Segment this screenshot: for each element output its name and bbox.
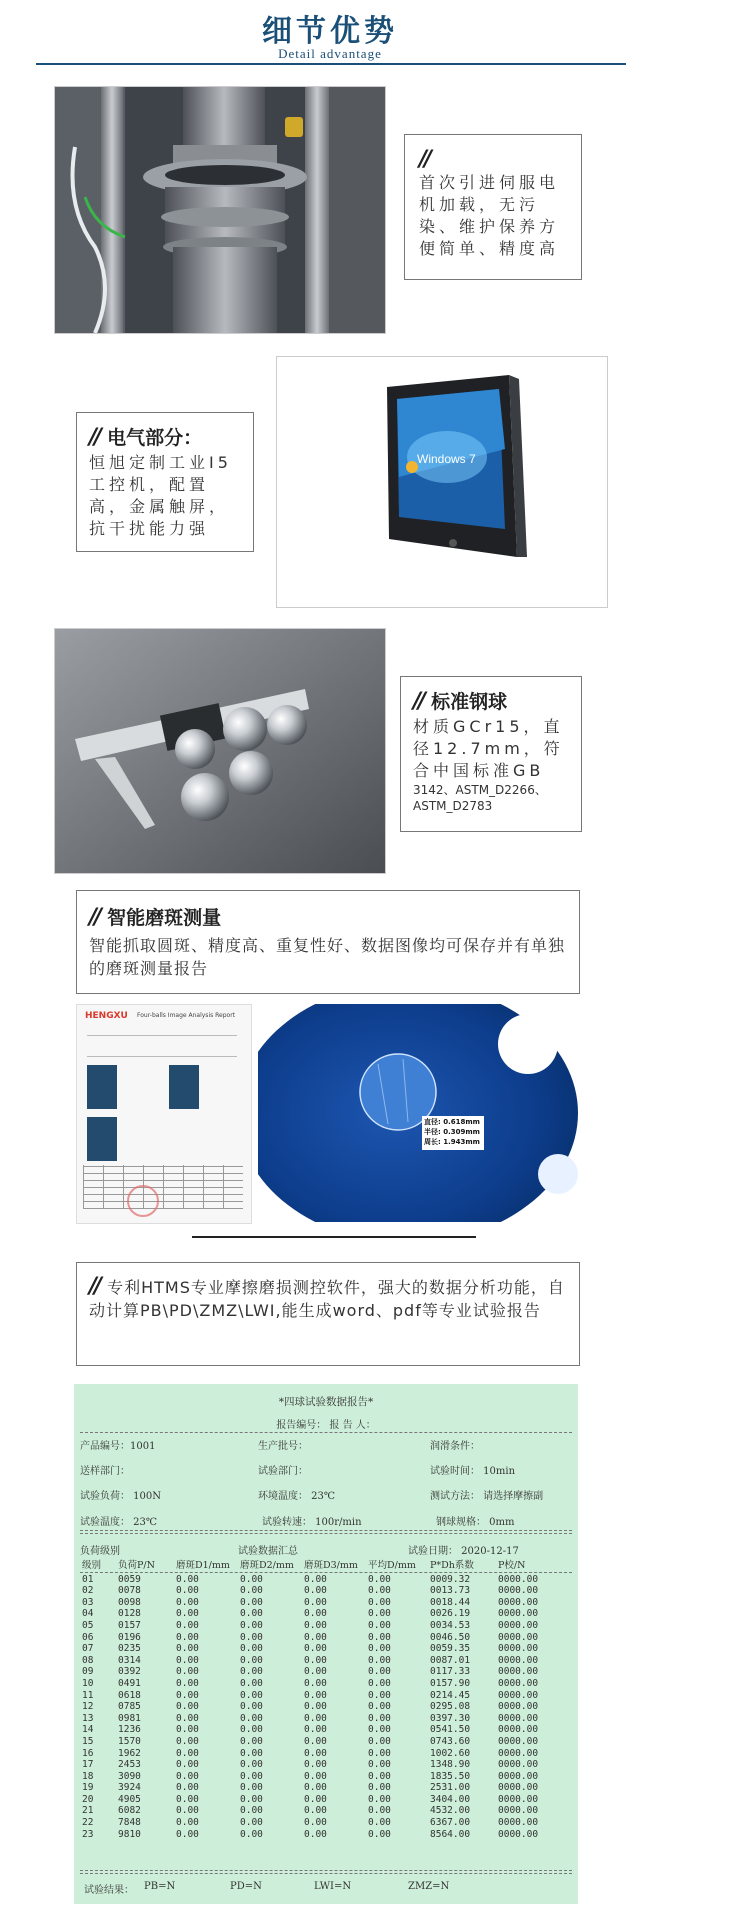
table-cell: 0.00: [176, 1805, 199, 1817]
table-row: [82, 1736, 572, 1748]
table-cell: 0.00: [240, 1643, 263, 1655]
table-cell: 0000.00: [498, 1596, 539, 1608]
table-cell: 0.00: [176, 1817, 199, 1829]
column-header: 负荷P/N: [118, 1560, 155, 1571]
table-cell: 0098: [118, 1596, 141, 1608]
column-header: P*Dh系数: [430, 1560, 474, 1571]
table-cell: 0026.19: [430, 1608, 471, 1620]
table-cell: 0000.00: [498, 1793, 539, 1805]
table-cell: 0.00: [368, 1724, 391, 1736]
table-cell: 0743.60: [430, 1735, 471, 1747]
table-cell: 0.00: [240, 1689, 263, 1701]
wear-scar-microscope-image: [258, 1004, 582, 1222]
table-cell: 0295.08: [430, 1701, 471, 1713]
report-rule: [80, 1873, 572, 1874]
feature-servo-box: [404, 134, 582, 280]
table-cell: 0000.00: [498, 1759, 539, 1771]
table-cell: 11: [82, 1689, 94, 1701]
table-cell: 09: [82, 1666, 94, 1678]
table-cell: 05: [82, 1619, 94, 1631]
table-row: [82, 1655, 572, 1667]
feature-steel-ball-text: 材质GCr15，直径12.7mm，符合中国标准GB: [413, 717, 564, 780]
table-cell: 0.00: [240, 1701, 263, 1713]
field-test-time: 试验时间： 10min: [430, 1466, 516, 1477]
table-cell: 0.00: [176, 1631, 199, 1643]
table-cell: 0.00: [176, 1573, 199, 1585]
table-cell: 15: [82, 1735, 94, 1747]
table-cell: 12: [82, 1701, 94, 1713]
table-cell: 0214.45: [430, 1689, 471, 1701]
table-cell: 0.00: [304, 1759, 327, 1771]
quote-mark-icon: //: [89, 1274, 100, 1299]
table-cell: 0000.00: [498, 1654, 539, 1666]
table-cell: 0.00: [304, 1689, 327, 1701]
table-cell: 0000.00: [498, 1817, 539, 1829]
table-cell: 1570: [118, 1735, 141, 1747]
table-cell: 0.00: [304, 1654, 327, 1666]
table-row: [82, 1805, 572, 1817]
table-cell: 0.00: [176, 1608, 199, 1620]
table-cell: 0.00: [304, 1817, 327, 1829]
table-cell: 0.00: [240, 1573, 263, 1585]
screen-logo-text: Windows 7: [417, 452, 476, 466]
table-cell: 0.00: [304, 1724, 327, 1736]
field-product-no: 产品编号：1001: [80, 1441, 156, 1452]
field-test-load: 试验负荷： 100N: [80, 1491, 162, 1502]
report-header-lines: [87, 1035, 237, 1057]
table-row: [82, 1771, 572, 1783]
table-cell: 0.00: [304, 1701, 327, 1713]
table-cell: 14: [82, 1724, 94, 1736]
table-cell: 0.00: [368, 1793, 391, 1805]
field-speed: 试验转速： 100r/min: [262, 1517, 362, 1528]
field-test-temp: 试验温度： 23℃: [80, 1517, 158, 1528]
table-cell: 0.00: [240, 1735, 263, 1747]
table-cell: 6367.00: [430, 1817, 471, 1829]
feature-software-description: 专利HTMS专业摩擦磨损测控软件，强大的数据分析功能，自动计算PB\PD\ZMZ\LWI,能生成word、pdf等专业试验报告: [89, 1278, 565, 1320]
table-cell: 8564.00: [430, 1828, 471, 1840]
table-cell: 0.00: [240, 1654, 263, 1666]
table-cell: 7848: [118, 1817, 141, 1829]
table-row: [82, 1817, 572, 1829]
table-cell: 0087.01: [430, 1654, 471, 1666]
table-cell: 20: [82, 1793, 94, 1805]
table-row: [82, 1690, 572, 1702]
table-row: [82, 1794, 572, 1806]
table-cell: 0397.30: [430, 1712, 471, 1724]
column-header: P校/N: [498, 1560, 526, 1571]
table-cell: 0000.00: [498, 1805, 539, 1817]
feature-wear-scar-heading: 智能磨斑测量: [107, 907, 222, 929]
table-cell: 0.00: [176, 1666, 199, 1678]
quote-mark-icon: //: [89, 905, 100, 930]
table-cell: 0.00: [240, 1782, 263, 1794]
table-cell: 0157.90: [430, 1677, 471, 1689]
field-lube-cond: 润滑条件：: [430, 1441, 480, 1452]
table-cell: 0000.00: [498, 1573, 539, 1585]
table-cell: 0000.00: [498, 1585, 539, 1597]
feature-servo-text: 首次引进伺服电机加载，无污染、维护保养方便简单、精度高: [419, 173, 560, 258]
table-cell: 0.00: [368, 1689, 391, 1701]
table-cell: 19: [82, 1782, 94, 1794]
column-header: 磨斑D1/mm: [176, 1560, 230, 1571]
table-row: [82, 1829, 572, 1841]
report-heading: Four-balls Image Analysis Report: [137, 1012, 236, 1019]
table-cell: 0.00: [240, 1805, 263, 1817]
table-cell: 0.00: [304, 1747, 327, 1759]
feature-steel-ball-heading: 标准钢球: [431, 691, 508, 713]
table-cell: 0.00: [304, 1631, 327, 1643]
table-cell: 0009.32: [430, 1573, 471, 1585]
table-cell: 0.00: [304, 1585, 327, 1597]
table-row: [82, 1574, 572, 1586]
table-cell: 0034.53: [430, 1619, 471, 1631]
result-pb: PB=N: [144, 1881, 176, 1892]
table-cell: 0.00: [304, 1608, 327, 1620]
steel-balls-photo: [54, 628, 386, 874]
table-cell: 0314: [118, 1654, 141, 1666]
scar-diameter-label: 直径: 0.618mm: [424, 1118, 480, 1126]
table-cell: 0.00: [176, 1793, 199, 1805]
report-rule: [80, 1572, 572, 1573]
table-cell: 0.00: [176, 1747, 199, 1759]
table-cell: 0.00: [368, 1817, 391, 1829]
feature-software-box: [76, 1262, 580, 1366]
table-cell: 0000.00: [498, 1643, 539, 1655]
industrial-pc-photo: [276, 356, 608, 608]
table-cell: 0.00: [304, 1828, 327, 1840]
field-test-dept: 试验部门：: [258, 1466, 308, 1477]
table-cell: 0000.00: [498, 1689, 539, 1701]
table-cell: 0.00: [240, 1585, 263, 1597]
table-cell: 0235: [118, 1643, 141, 1655]
table-cell: 0013.73: [430, 1585, 471, 1597]
table-cell: 0000.00: [498, 1701, 539, 1713]
table-cell: 0981: [118, 1712, 141, 1724]
scar-thumb-1: [87, 1065, 117, 1109]
report-data-grid: [83, 1165, 243, 1209]
table-cell: 0.00: [368, 1770, 391, 1782]
table-cell: 0.00: [240, 1770, 263, 1782]
table-cell: 0.00: [304, 1770, 327, 1782]
four-ball-test-report: [74, 1384, 578, 1904]
table-cell: 08: [82, 1654, 94, 1666]
table-cell: 0541.50: [430, 1724, 471, 1736]
table-cell: 04: [82, 1608, 94, 1620]
table-cell: 0.00: [176, 1828, 199, 1840]
table-cell: 22: [82, 1817, 94, 1829]
table-header-row: [82, 1560, 572, 1572]
table-cell: 0.00: [176, 1689, 199, 1701]
table-cell: 1002.60: [430, 1747, 471, 1759]
table-cell: 06: [82, 1631, 94, 1643]
table-row: [82, 1632, 572, 1644]
field-env-temp: 环境温度： 23℃: [258, 1491, 336, 1502]
result-label: 试验结果：: [84, 1885, 134, 1896]
table-cell: 1348.90: [430, 1759, 471, 1771]
table-cell: 0000.00: [498, 1619, 539, 1631]
table-row: [82, 1782, 572, 1794]
table-cell: 0.00: [176, 1585, 199, 1597]
table-cell: 0.00: [240, 1759, 263, 1771]
table-cell: 0.00: [240, 1631, 263, 1643]
table-cell: 0.00: [304, 1643, 327, 1655]
table-cell: 0618: [118, 1689, 141, 1701]
table-cell: 0.00: [176, 1701, 199, 1713]
table-cell: 0.00: [240, 1793, 263, 1805]
table-cell: 0.00: [304, 1666, 327, 1678]
column-header: 级别: [82, 1560, 102, 1571]
result-lwi: LWI=N: [314, 1881, 352, 1892]
table-cell: 1835.50: [430, 1770, 471, 1782]
section-title: 细节优势: [262, 14, 398, 49]
quote-mark-icon: //: [419, 147, 430, 172]
table-cell: 18: [82, 1770, 94, 1782]
table-row: [82, 1713, 572, 1725]
table-body: [82, 1574, 572, 1841]
table-cell: 3404.00: [430, 1793, 471, 1805]
table-cell: 0196: [118, 1631, 141, 1643]
table-cell: 0000.00: [498, 1666, 539, 1678]
feature-wear-scar-text: 智能抓取圆斑、精度高、重复性好、数据图像均可保存并有单独的磨斑测量报告: [89, 936, 566, 978]
quote-mark-icon: //: [413, 689, 424, 714]
report-meta-line: 报告编号： 报 告 人：: [276, 1420, 376, 1431]
table-cell: 0000.00: [498, 1747, 539, 1759]
table-cell: 0.00: [240, 1724, 263, 1736]
table-cell: 0.00: [240, 1828, 263, 1840]
servo-machine-photo: [54, 86, 386, 334]
table-cell: 3924: [118, 1782, 141, 1794]
table-row: [82, 1724, 572, 1736]
table-cell: 0.00: [176, 1782, 199, 1794]
table-cell: 0.00: [304, 1805, 327, 1817]
report-data-table: [82, 1560, 572, 1840]
table-cell: 4905: [118, 1793, 141, 1805]
table-cell: 0392: [118, 1666, 141, 1678]
table-cell: 0.00: [368, 1701, 391, 1713]
table-cell: 3090: [118, 1770, 141, 1782]
table-cell: 0.00: [368, 1712, 391, 1724]
table-cell: 0.00: [304, 1712, 327, 1724]
table-cell: 0.00: [368, 1805, 391, 1817]
column-header: 磨斑D3/mm: [304, 1560, 358, 1571]
table-cell: 1236: [118, 1724, 141, 1736]
feature-steel-ball-standards: 3142、ASTM_D2266、ASTM_D2783: [413, 783, 547, 813]
column-header: 磨斑D2/mm: [240, 1560, 294, 1571]
report-rule: [80, 1432, 572, 1433]
table-cell: 0059.35: [430, 1643, 471, 1655]
table-cell: 0.00: [304, 1619, 327, 1631]
table-cell: 0.00: [240, 1619, 263, 1631]
feature-software-text: [89, 1275, 567, 1322]
table-cell: 0157: [118, 1619, 141, 1631]
table-cell: 0.00: [368, 1759, 391, 1771]
table-cell: 0.00: [240, 1608, 263, 1620]
table-cell: 0.00: [304, 1782, 327, 1794]
table-cell: 0.00: [368, 1631, 391, 1643]
table-cell: 23: [82, 1828, 94, 1840]
table-cell: 9810: [118, 1828, 141, 1840]
table-cell: 0117.33: [430, 1666, 471, 1678]
table-cell: 0000.00: [498, 1828, 539, 1840]
report-title: *四球试验数据报告*: [278, 1396, 374, 1408]
table-row: [82, 1608, 572, 1620]
table-cell: 6082: [118, 1805, 141, 1817]
table-cell: 0.00: [368, 1596, 391, 1608]
section-divider: [192, 1236, 476, 1238]
red-seal-stamp: [127, 1185, 159, 1217]
field-ball-spec: 钢球规格： 0mm: [436, 1517, 515, 1528]
table-cell: 0.00: [176, 1735, 199, 1747]
table-row: [82, 1620, 572, 1632]
report-rule: [80, 1870, 572, 1871]
table-cell: 0046.50: [430, 1631, 471, 1643]
table-cell: 0059: [118, 1573, 141, 1585]
table-cell: 0.00: [368, 1608, 391, 1620]
table-cell: 0.00: [304, 1596, 327, 1608]
scar-perimeter-label: 周长: 1.943mm: [424, 1138, 480, 1146]
title-underline: [36, 63, 626, 65]
table-cell: 0000.00: [498, 1724, 539, 1736]
feature-electrical-box: [76, 412, 254, 552]
table-row: [82, 1597, 572, 1609]
table-cell: 0000.00: [498, 1735, 539, 1747]
table-cell: 0.00: [368, 1747, 391, 1759]
table-cell: 0.00: [304, 1735, 327, 1747]
report-rule: [80, 1530, 572, 1531]
table-cell: 0.00: [176, 1643, 199, 1655]
table-cell: 2531.00: [430, 1782, 471, 1794]
table-row: [82, 1759, 572, 1771]
table-cell: 07: [82, 1643, 94, 1655]
table-cell: 0000.00: [498, 1712, 539, 1724]
field-load-level: 负荷级别: [80, 1546, 120, 1557]
table-cell: 0.00: [368, 1585, 391, 1597]
field-summary: 试验数据汇总: [238, 1546, 298, 1557]
quote-mark-icon: //: [89, 425, 100, 450]
table-cell: 0000.00: [498, 1608, 539, 1620]
table-cell: 0.00: [176, 1759, 199, 1771]
table-cell: 0.00: [176, 1654, 199, 1666]
table-cell: 0.00: [176, 1619, 199, 1631]
table-cell: 0.00: [368, 1654, 391, 1666]
table-cell: 0.00: [368, 1735, 391, 1747]
field-test-date: 试验日期： 2020-12-17: [408, 1546, 519, 1557]
table-row: [82, 1666, 572, 1678]
field-test-method: 测试方法： 请选择摩擦副: [430, 1491, 544, 1502]
table-cell: 0078: [118, 1585, 141, 1597]
table-cell: 17: [82, 1759, 94, 1771]
report-brand-logo: HENGXU: [85, 1011, 128, 1021]
table-row: [82, 1701, 572, 1713]
table-cell: 0785: [118, 1701, 141, 1713]
table-cell: 0000.00: [498, 1770, 539, 1782]
table-cell: 0.00: [240, 1817, 263, 1829]
table-cell: 0.00: [240, 1596, 263, 1608]
table-cell: 1962: [118, 1747, 141, 1759]
table-cell: 0.00: [176, 1677, 199, 1689]
table-row: [82, 1678, 572, 1690]
table-cell: 0.00: [176, 1596, 199, 1608]
table-cell: 0.00: [176, 1770, 199, 1782]
table-cell: 0.00: [240, 1666, 263, 1678]
table-cell: 0000.00: [498, 1782, 539, 1794]
table-cell: 16: [82, 1747, 94, 1759]
table-cell: 0.00: [176, 1712, 199, 1724]
scar-measurement-labels: [424, 1117, 480, 1147]
scar-thumb-2: [169, 1065, 199, 1109]
table-cell: 0.00: [368, 1782, 391, 1794]
table-cell: 0.00: [240, 1747, 263, 1759]
table-cell: 0.00: [240, 1677, 263, 1689]
table-cell: 02: [82, 1585, 94, 1597]
table-cell: 2453: [118, 1759, 141, 1771]
feature-wear-scar-box: [76, 890, 580, 994]
table-cell: 0.00: [368, 1828, 391, 1840]
table-cell: 0.00: [304, 1677, 327, 1689]
field-send-dept: 送样部门：: [80, 1466, 130, 1477]
scar-radius-label: 半径: 0.309mm: [424, 1128, 480, 1136]
analysis-report-thumbnail: [76, 1004, 252, 1224]
table-cell: 10: [82, 1677, 94, 1689]
table-cell: 0.00: [368, 1643, 391, 1655]
table-cell: 0000.00: [498, 1677, 539, 1689]
feature-electrical-heading: 电气部分：: [107, 427, 203, 449]
table-cell: 4532.00: [430, 1805, 471, 1817]
table-cell: 0018.44: [430, 1596, 471, 1608]
table-cell: 0128: [118, 1608, 141, 1620]
table-cell: 0.00: [240, 1712, 263, 1724]
table-row: [82, 1748, 572, 1760]
table-cell: 0491: [118, 1677, 141, 1689]
feature-electrical-text: 恒旭定制工业I5工控机，配置高，金属触屏，抗干扰能力强: [89, 453, 232, 538]
feature-steel-ball-box: [400, 676, 582, 832]
table-cell: 01: [82, 1573, 94, 1585]
table-cell: 0.00: [368, 1573, 391, 1585]
table-cell: 0.00: [368, 1666, 391, 1678]
table-cell: 0.00: [304, 1793, 327, 1805]
table-cell: 13: [82, 1712, 94, 1724]
result-zmz: ZMZ=N: [408, 1881, 450, 1892]
column-header: 平均D/mm: [368, 1560, 416, 1571]
table-cell: 0.00: [176, 1724, 199, 1736]
table-row: [82, 1585, 572, 1597]
table-cell: 0.00: [368, 1677, 391, 1689]
table-cell: 03: [82, 1596, 94, 1608]
table-row: [82, 1643, 572, 1655]
table-cell: 0.00: [304, 1573, 327, 1585]
report-rule: [80, 1533, 572, 1534]
table-cell: 0000.00: [498, 1631, 539, 1643]
table-cell: 21: [82, 1805, 94, 1817]
table-cell: 0.00: [368, 1619, 391, 1631]
result-pd: PD=N: [230, 1881, 262, 1892]
field-batch-no: 生产批号：: [258, 1441, 308, 1452]
scar-thumb-3: [87, 1117, 117, 1161]
section-subtitle: Detail advantage: [278, 46, 382, 61]
